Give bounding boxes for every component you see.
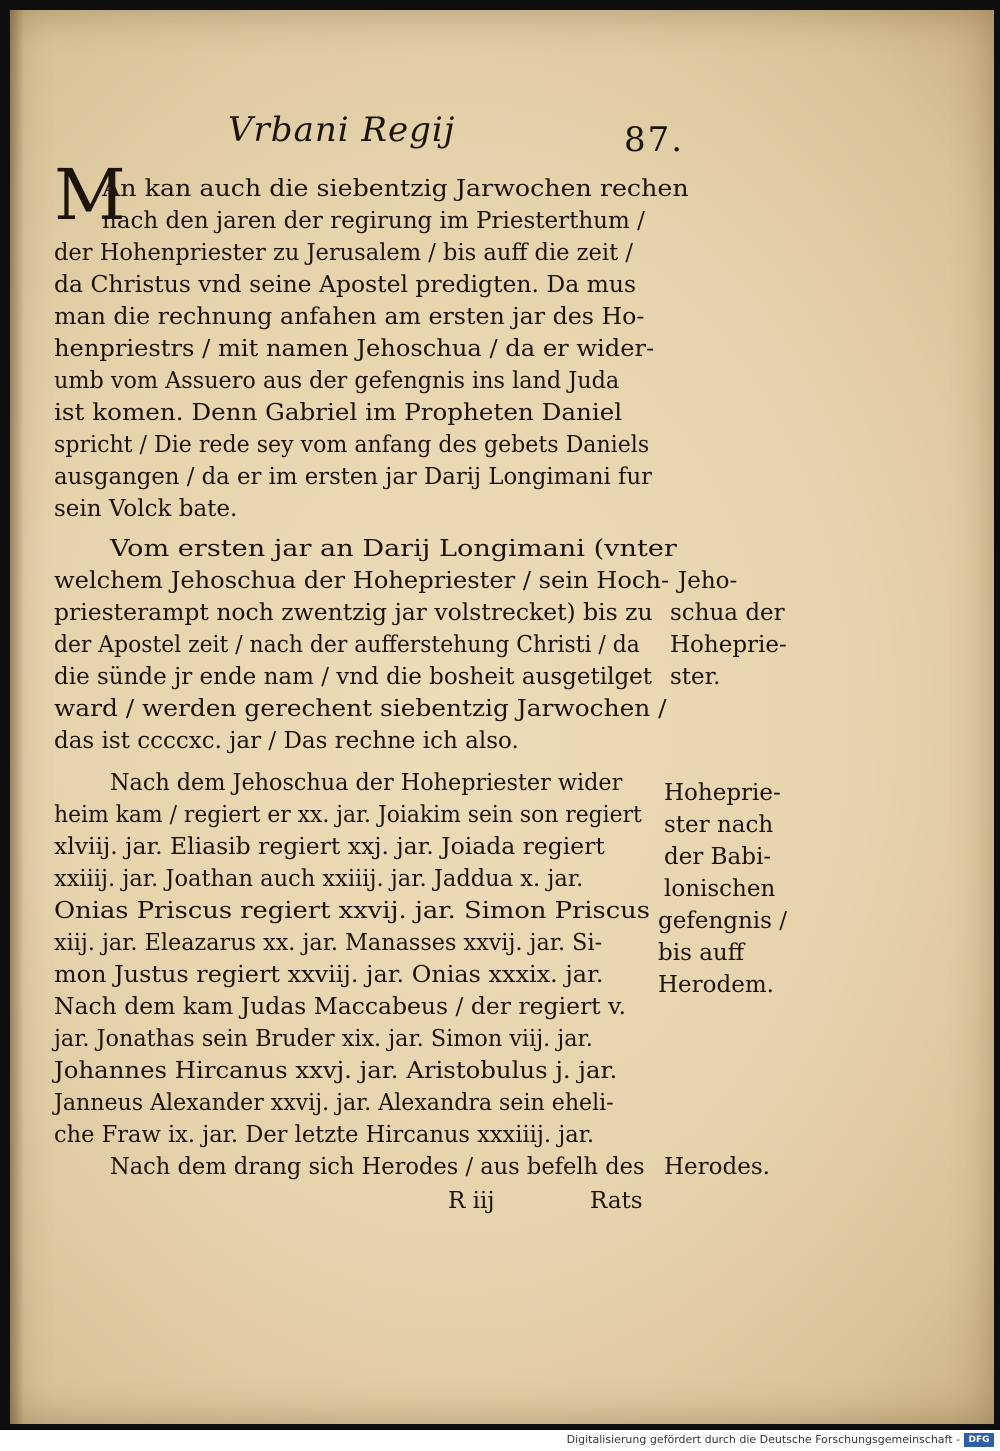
funding-credit: Digitalisierung gefördert durch die Deutsche Forschungsgemeinschaft - [566, 1433, 960, 1446]
text-line: Onias Priscus regiert xxvij. jar. Simon Priscus [54, 898, 650, 924]
margin-note-line: ster nach [664, 812, 774, 838]
margin-note-line: Herodes. [664, 1154, 770, 1180]
dfg-logo: DFG [964, 1433, 994, 1447]
text-line: welchem Jehoschua der Hohepriester / sein Hoch- [54, 568, 670, 594]
text-line: ausgangen / da er im ersten jar Darij Longimani fur [54, 464, 653, 490]
text-line: der Apostel zeit / nach der aufferstehung Christi / da [54, 632, 640, 658]
margin-note-line: Jeho- [678, 568, 738, 594]
text-line: spricht / Die rede sey vom anfang des gebets Daniels [54, 432, 650, 458]
book-page [10, 10, 994, 1424]
text-line: jar. Jonathas sein Bruder xix. jar. Simon viij. jar. [54, 1026, 593, 1052]
text-line: nach den jaren der regirung im Priesterthum / [102, 208, 645, 234]
margin-note-line: schua der [670, 600, 785, 626]
text-line: Nach dem kam Judas Maccabeus / der regiert v. [54, 994, 626, 1020]
text-line: xiij. jar. Eleazarus xx. jar. Manasses xxvij. jar. Si- [54, 930, 603, 956]
text-line: ward / werden gerechent siebentzig Jarwochen / [54, 696, 667, 722]
text-line: Nach dem Jehoschua der Hohepriester wider [110, 770, 623, 796]
margin-note-line: Hoheprie- [664, 780, 781, 806]
text-line: An kan auch die siebentzig Jarwochen rechen [102, 176, 689, 202]
text-line: das ist ccccxc. jar / Das rechne ich also. [54, 728, 519, 754]
text-line: sein Volck bate. [54, 496, 238, 522]
text-line: ist komen. Denn Gabriel im Propheten Daniel [54, 400, 623, 426]
margin-note-line: lonischen [664, 876, 776, 902]
text-line: priesterampt noch zwentzig jar volstrecket) bis zu [54, 600, 653, 626]
margin-note-line: gefengnis / [658, 908, 788, 934]
signature-mark: R iij [448, 1188, 495, 1214]
margin-note-line: der Babi- [664, 844, 772, 870]
drop-capital: M [54, 154, 126, 236]
text-line: Vom ersten jar an Darij Longimani (vnter [110, 536, 677, 562]
margin-note-line: Herodem. [658, 972, 774, 998]
text-line: heim kam / regiert er xx. jar. Joiakim sein son regiert [54, 802, 642, 828]
text-line: xxiiij. jar. Joathan auch xxiiij. jar. Jaddua x. jar. [54, 866, 584, 892]
margin-note-line: Hoheprie- [670, 632, 787, 658]
text-line: die sünde jr ende nam / vnd die bosheit ausgetilget [54, 664, 653, 690]
margin-note-line: bis auff [658, 940, 745, 966]
text-line: Nach dem drang sich Herodes / aus befelh des [110, 1154, 645, 1180]
text-line: henpriestrs / mit namen Jehoschua / da er wider- [54, 336, 655, 362]
text-line: mon Justus regiert xxviij. jar. Onias xxxix. jar. [54, 962, 604, 988]
text-line: umb vom Assuero aus der gefengnis ins land Juda [54, 368, 620, 394]
text-line: che Fraw ix. jar. Der letzte Hircanus xxxiiij. jar. [54, 1122, 595, 1148]
text-line: xlviij. jar. Eliasib regiert xxj. jar. Joiada regiert [54, 834, 605, 860]
text-line: da Christus vnd seine Apostel predigten. Da mus [54, 272, 637, 298]
page-number: 87. [624, 120, 685, 160]
digitization-footer [0, 1430, 1000, 1451]
text-line: Janneus Alexander xxvij. jar. Alexandra sein eheli- [54, 1090, 614, 1116]
text-line: der Hohenpriester zu Jerusalem / bis auff die zeit / [54, 240, 633, 266]
text-line: man die rechnung anfahen am ersten jar des Ho- [54, 304, 645, 330]
margin-note-line: ster. [670, 664, 721, 690]
catchword: Rats [590, 1188, 643, 1214]
text-line: Johannes Hircanus xxvj. jar. Aristobulus j. jar. [54, 1058, 618, 1084]
running-header: Vrbani Regij [228, 110, 456, 150]
